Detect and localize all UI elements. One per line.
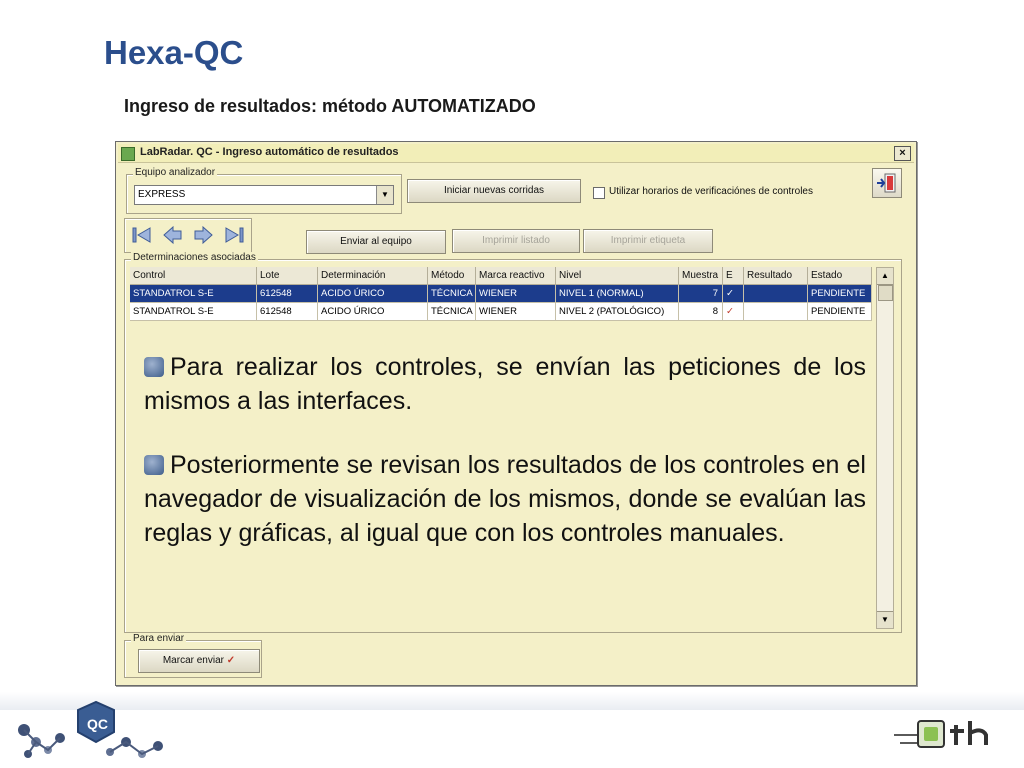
column-header[interactable]: Marca reactivo [476, 267, 556, 285]
column-header[interactable]: Estado [808, 267, 872, 285]
paragraph-review [144, 448, 866, 550]
cell-sample: 8 [679, 303, 723, 321]
cell-reagent: WIENER [476, 303, 556, 321]
cell-determination: ACIDO ÚRICO [318, 285, 428, 303]
overlay-text [144, 350, 866, 580]
exit-door-icon [873, 169, 901, 197]
column-header[interactable]: Método [428, 267, 476, 285]
cell-sample: 7 [679, 285, 723, 303]
cell-lote: 612548 [257, 285, 318, 303]
send-button[interactable]: Enviar al equipo [306, 230, 446, 254]
exit-button[interactable] [872, 168, 902, 198]
checkmark-icon: ✓ [226, 655, 236, 666]
paragraph-requests-text: Para realizar los controles, se envían las peticiones de los mismos a las interfaces. [144, 353, 866, 415]
cell-level: NIVEL 1 (NORMAL) [556, 285, 679, 303]
hexa-qc-logo-icon [8, 700, 188, 768]
table-row[interactable] [130, 285, 872, 303]
results-table [130, 267, 872, 321]
first-button[interactable] [130, 224, 154, 246]
mark-send-label: Marcar enviar [162, 655, 224, 666]
table-scrollbar[interactable] [876, 267, 894, 629]
column-header[interactable]: Control [130, 267, 257, 285]
window-title: LabRadar. QC - Ingreso automático de resultados [140, 146, 399, 158]
column-header[interactable]: Determinación [318, 267, 428, 285]
qc-bullet-icon [144, 455, 164, 475]
window-titlebar [118, 144, 914, 163]
scroll-up-icon[interactable]: ▲ [877, 268, 893, 285]
cell-result[interactable] [744, 285, 808, 303]
to-send-group-label: Para enviar [133, 633, 185, 644]
cell-level: NIVEL 2 (PATOLÓGICO) [556, 303, 679, 321]
first-arrow-icon [130, 224, 154, 246]
cell-reagent: WIENER [476, 285, 556, 303]
table-header [130, 267, 872, 285]
cell-result[interactable] [744, 303, 808, 321]
svg-text:QC: QC [87, 716, 108, 732]
print-label-button[interactable]: Imprimir etiqueta [583, 229, 713, 253]
slide-title: Hexa-QC [104, 34, 244, 71]
use-schedule-label: Utilizar horarios de verificaciónes de controles [609, 186, 813, 197]
scroll-down-icon[interactable]: ▼ [877, 611, 893, 628]
use-schedule-checkbox[interactable] [593, 187, 605, 199]
mark-send-button[interactable] [138, 649, 260, 673]
column-header[interactable]: Resultado [744, 267, 808, 285]
slide-subtitle: Ingreso de resultados: método AUTOMATIZADO [124, 96, 536, 116]
analyzer-select[interactable] [134, 185, 394, 205]
cell-e-check[interactable]: ✓ [723, 303, 744, 321]
analyzer-group-label: Equipo analizador [135, 167, 216, 178]
column-header[interactable]: Lote [257, 267, 318, 285]
last-button[interactable] [222, 224, 246, 246]
app-window [115, 141, 917, 686]
left-arrow-icon [160, 224, 184, 246]
previous-button[interactable] [160, 224, 184, 246]
cell-method: TÉCNICA [428, 303, 476, 321]
chevron-down-icon[interactable]: ▼ [376, 186, 393, 204]
paragraph-review-text: Posteriormente se revisan los resultados de los controles en el navegador de visualización de los mismos, donde se evalúan las reglas y gráficas, al igual que con los controles manuales. [144, 451, 866, 547]
assoc-group-label: Determinaciones asociadas [133, 252, 256, 263]
cell-method: TÉCNICA [428, 285, 476, 303]
cell-status: PENDIENTE [808, 303, 872, 321]
cell-e-check[interactable]: ✓ [723, 285, 744, 303]
column-header[interactable]: E [723, 267, 744, 285]
column-header[interactable]: Muestra [679, 267, 723, 285]
cell-status: PENDIENTE [808, 285, 872, 303]
qc-bullet-icon [144, 357, 164, 377]
print-list-button[interactable]: Imprimir listado [452, 229, 580, 253]
next-button[interactable] [192, 224, 216, 246]
run-button[interactable]: Iniciar nuevas corridas [407, 179, 581, 203]
cell-lote: 612548 [257, 303, 318, 321]
cell-control: STANDATROL S-E [130, 285, 257, 303]
last-arrow-icon [222, 224, 246, 246]
scroll-thumb[interactable] [878, 285, 893, 301]
table-row[interactable] [130, 303, 872, 321]
app-icon [121, 147, 135, 161]
cell-determination: ACIDO ÚRICO [318, 303, 428, 321]
cell-control: STANDATROL S-E [130, 303, 257, 321]
th-logo-icon [890, 715, 1000, 760]
column-header[interactable]: Nivel [556, 267, 679, 285]
paragraph-requests [144, 350, 866, 418]
close-button[interactable]: × [894, 146, 911, 161]
right-arrow-icon [192, 224, 216, 246]
analyzer-select-value: EXPRESS [138, 189, 186, 200]
